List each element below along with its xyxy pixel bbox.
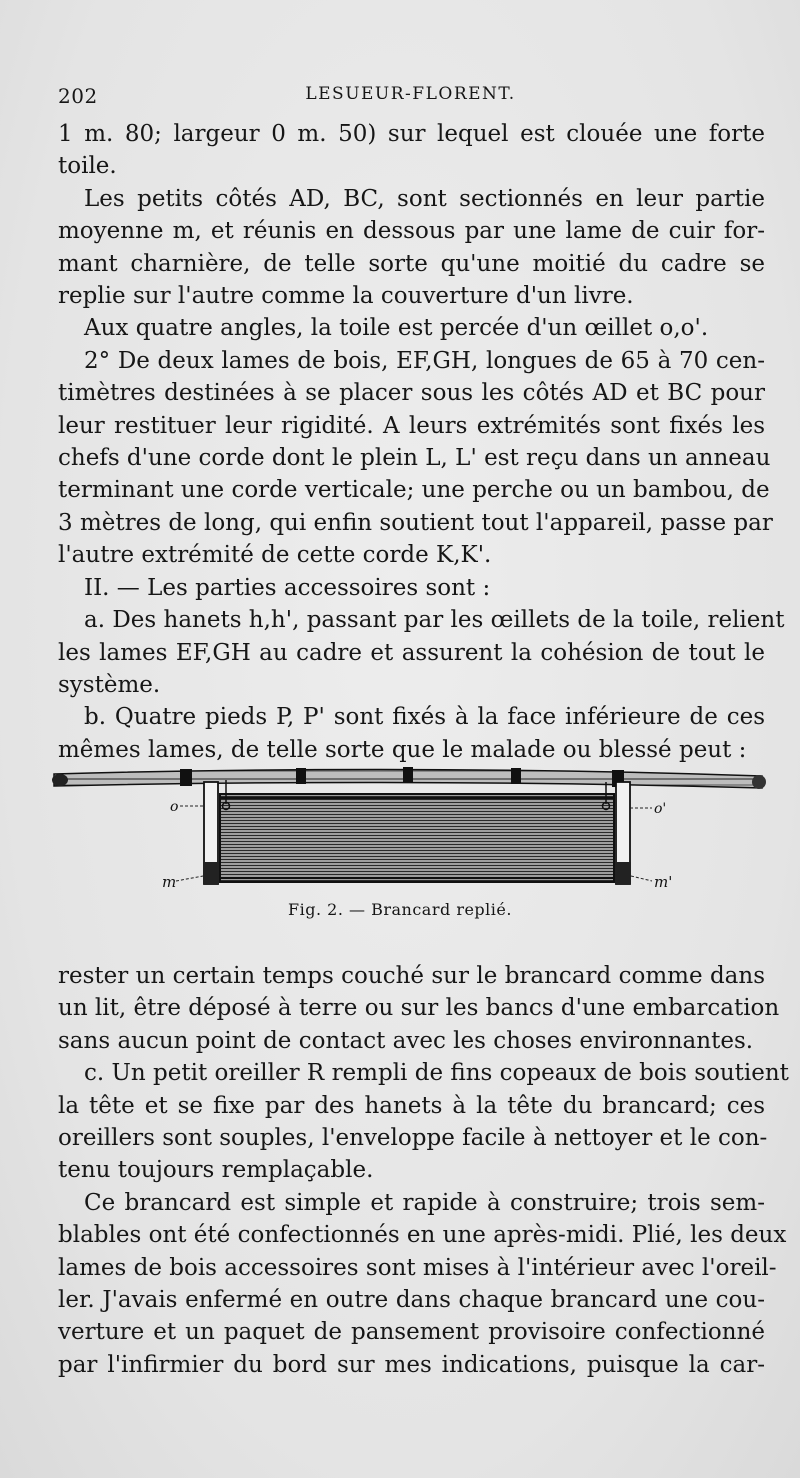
text-line: oreillers sont souples, l'enveloppe facile à nettoyer et le con-: [58, 1125, 768, 1152]
figure-caption: Fig. 2. — Brancard replié.: [288, 900, 512, 919]
text-line: Aux quatre angles, la toile est percée d'un œillet o,o'.: [84, 315, 709, 342]
text-line: Les petits côtés AD, BC, sont sectionnés en leur partie: [84, 185, 765, 212]
text-line: un lit, être déposé à terre ou sur les bancs d'une embarcation: [58, 995, 780, 1022]
text-line: II. — Les parties accessoires sont :: [84, 574, 491, 601]
text-line: 3 mètres de long, qui enfin soutient tout l'appareil, passe par: [58, 509, 773, 536]
running-head: LESUEUR-FLORENT.: [305, 84, 516, 104]
text-line: Ce brancard est simple et rapide à construire; trois sem-: [84, 1189, 765, 1216]
text-line: par l'infirmier du bord sur mes indications, puisque la car-: [58, 1351, 765, 1378]
text-line: 1 m. 80; largeur 0 m. 50) sur lequel est clouée une forte: [58, 121, 765, 147]
label-o: o: [170, 799, 179, 815]
text-line: système.: [58, 671, 161, 698]
text-line: 2° De deux lames de bois, EF,GH, longues de 65 à 70 cen-: [84, 347, 765, 374]
text-line: mêmes lames, de telle sorte que le malade ou blessé peut :: [58, 736, 747, 763]
bamboo-pole: [52, 767, 766, 789]
label-m: m: [162, 873, 177, 891]
text-line: c. Un petit oreiller R rempli de fins copeaux de bois soutient: [84, 1060, 789, 1087]
text-line: rester un certain temps couché sur le brancard comme dans: [58, 963, 765, 989]
right-foot: [615, 862, 631, 884]
text-line: l'autre extrémité de cette corde K,K'.: [58, 542, 492, 569]
page-number: 202: [58, 84, 98, 108]
figure-stretcher-folded: [48, 762, 772, 892]
folded-canvas: [220, 794, 614, 882]
text-line: timètres destinées à se placer sous les côtés AD et BC pour: [58, 380, 765, 407]
text-line: toile.: [58, 153, 117, 180]
text-line: terminant une corde verticale; une perche ou un bambou, de: [58, 477, 770, 504]
text-line: mant charnière, de telle sorte qu'une moitié du cadre se: [58, 250, 765, 277]
label-o-prime: o': [654, 801, 667, 817]
body-text-bottom: [58, 960, 789, 1381]
text-line: les lames EF,GH au cadre et assurent la cohésion de tout le: [58, 639, 765, 666]
text-line: chefs d'une corde dont le plein L, L' est reçu dans un anneau: [58, 445, 771, 472]
text-line: tenu toujours remplaçable.: [58, 1157, 374, 1184]
body-text-top: [58, 118, 785, 766]
text-line: verture et un paquet de pansement provisoire confectionné: [58, 1319, 765, 1346]
left-foot: [203, 862, 219, 884]
label-m-prime: m': [654, 873, 673, 891]
text-line: la tête et se fixe par des hanets à la tête du brancard; ces: [58, 1092, 765, 1119]
text-line: ler. J'avais enfermé en outre dans chaque brancard une cou-: [58, 1287, 765, 1314]
text-line: b. Quatre pieds P, P' sont fixés à la face inférieure de ces: [84, 704, 765, 731]
page-header: [58, 84, 763, 110]
text-line: moyenne m, et réunis en dessous par une lame de cuir for-: [58, 218, 765, 245]
text-line: leur restituer leur rigidité. A leurs extrémités sont fixés les: [58, 412, 765, 439]
text-line: lames de bois accessoires sont mises à l'intérieur avec l'oreil-: [58, 1254, 777, 1281]
text-line: a. Des hanets h,h', passant par les œillets de la toile, relient: [84, 607, 785, 634]
text-line: replie sur l'autre comme la couverture d'un livre.: [58, 283, 634, 310]
stretcher-illustration: [48, 762, 772, 892]
text-line: blables ont été confectionnés en une après-midi. Plié, les deux: [58, 1222, 787, 1249]
text-line: sans aucun point de contact avec les choses environnantes.: [58, 1027, 754, 1054]
